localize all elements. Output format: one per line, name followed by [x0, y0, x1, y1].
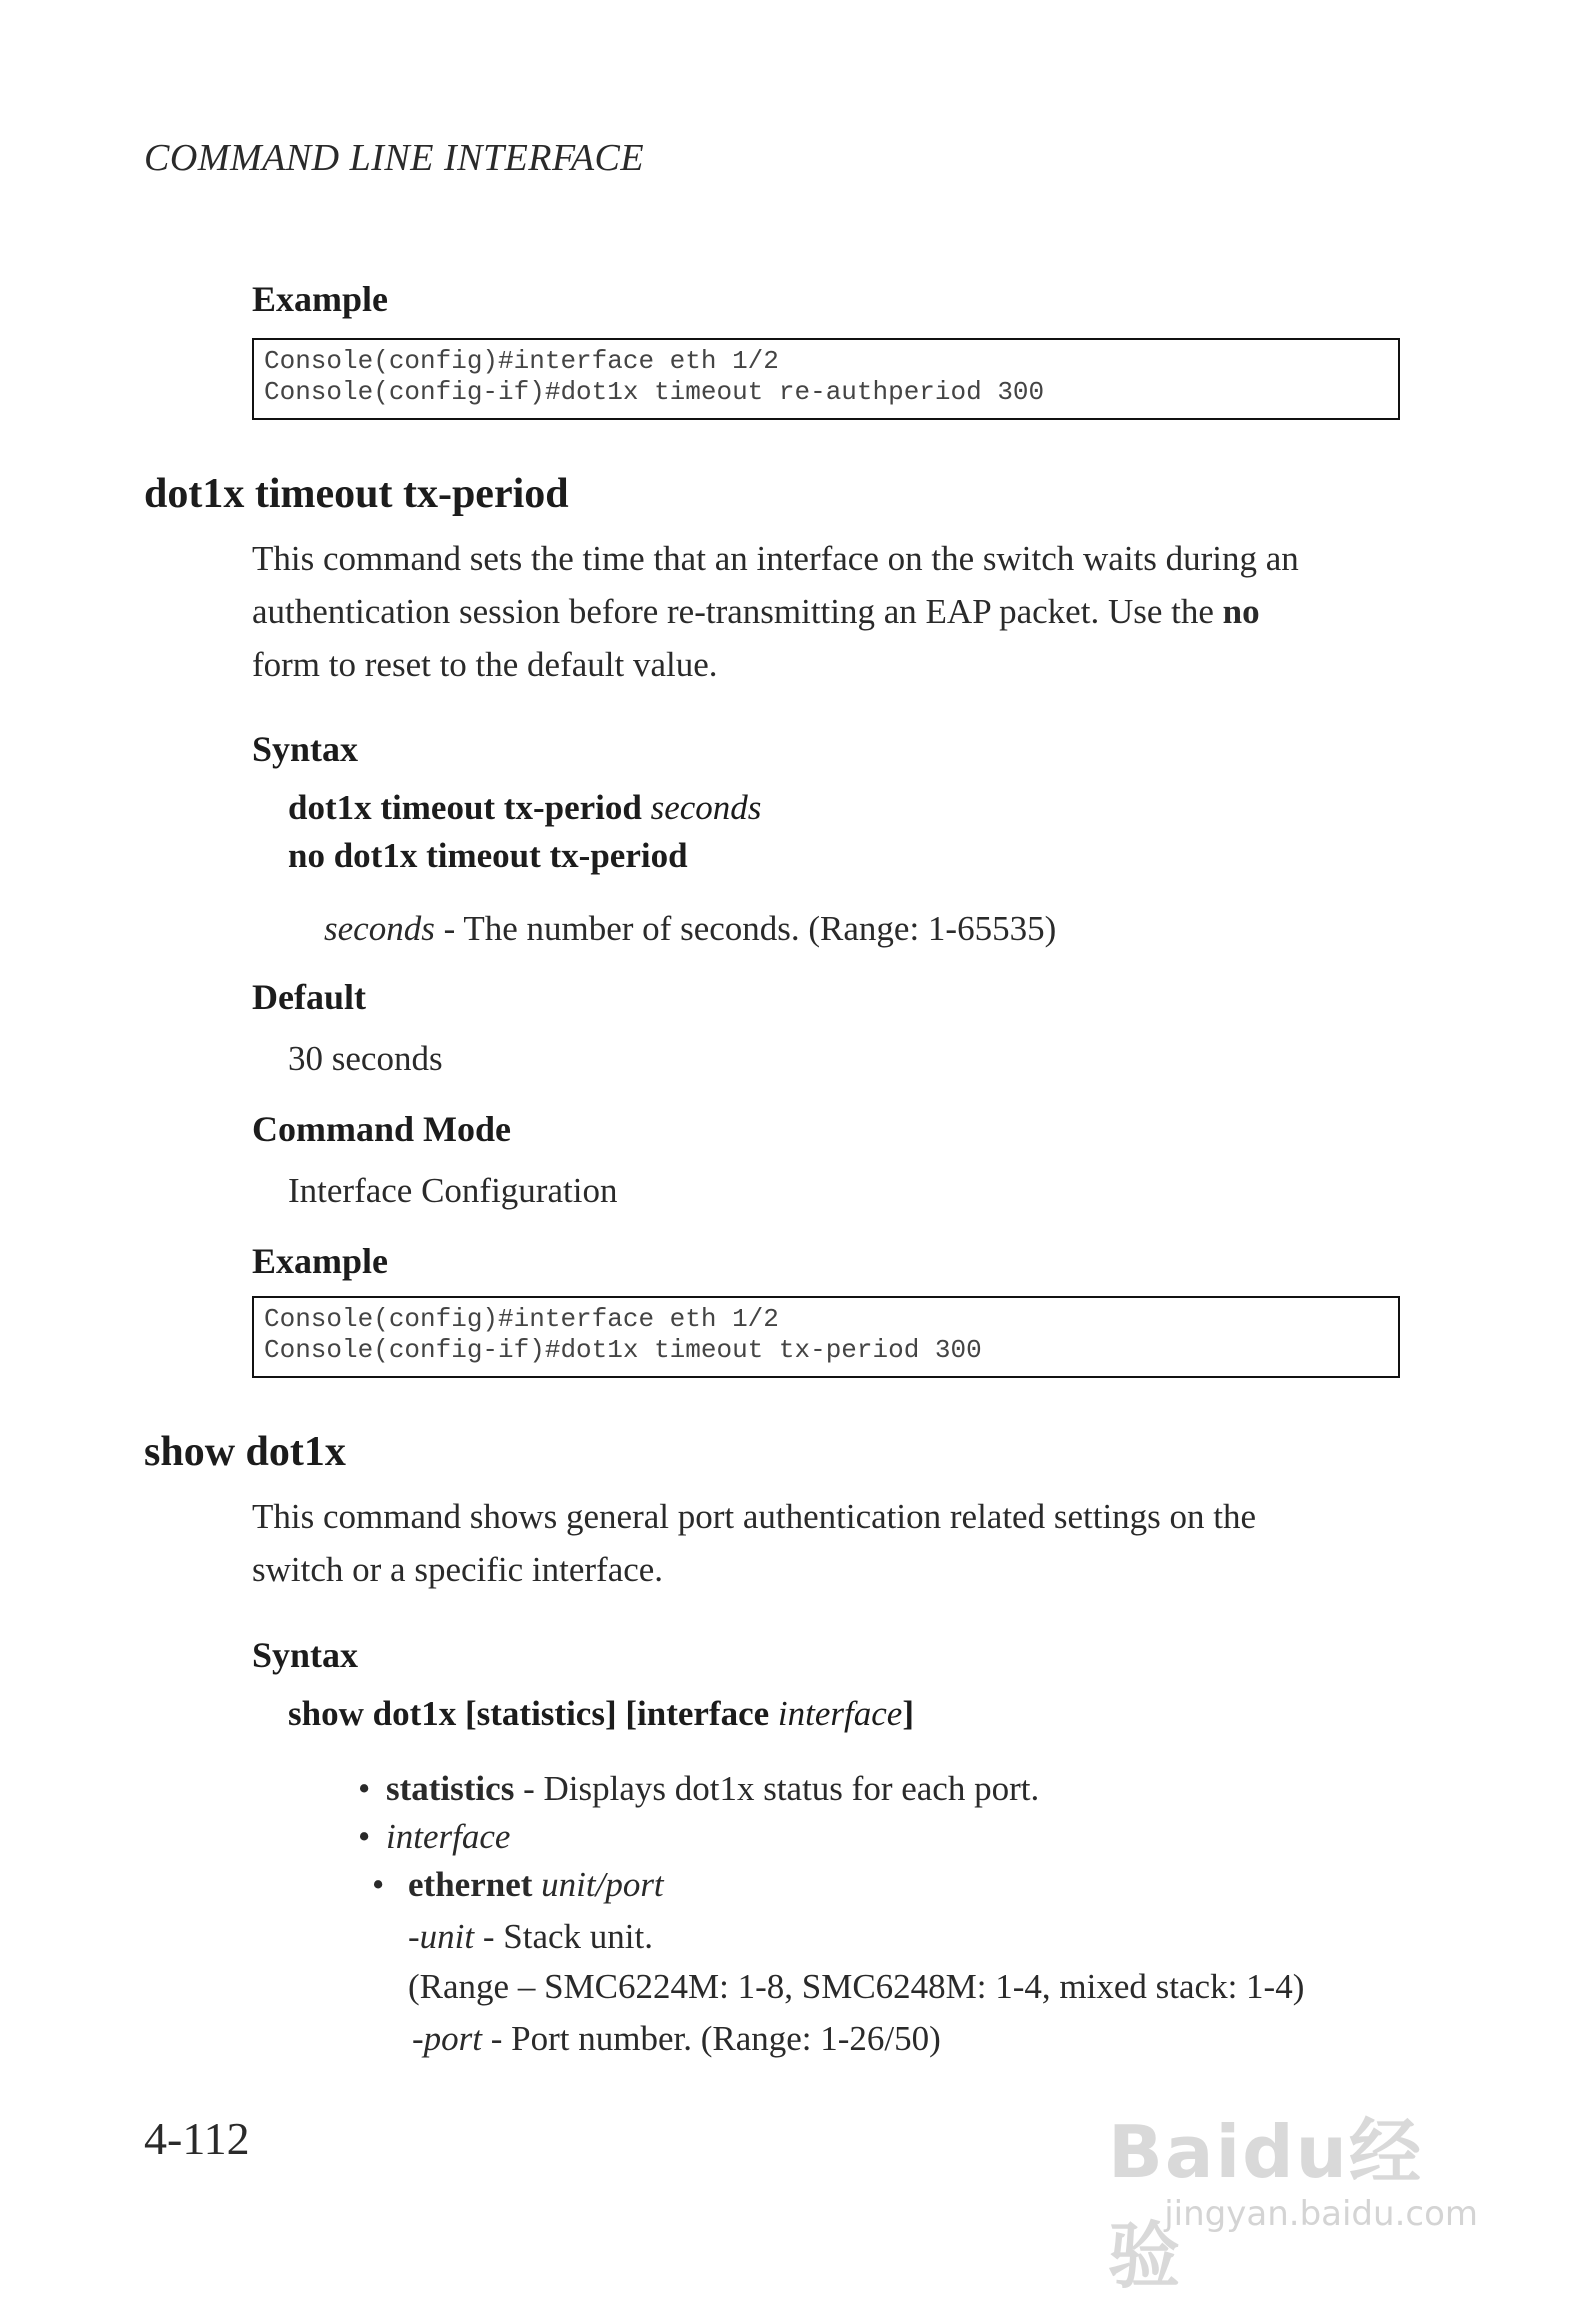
syntax-heading-2: Syntax	[252, 1635, 359, 1675]
no-keyword: no	[1222, 592, 1260, 631]
desc-line: form to reset to the default value.	[252, 645, 718, 684]
unit-range-line: (Range – SMC6224M: 1-8, SMC6248M: 1-4, mixed stack: 1-4)	[408, 1967, 1305, 2006]
default-heading: Default	[252, 977, 366, 1017]
param-name: seconds	[324, 909, 435, 948]
page-number: 4-112	[144, 2113, 250, 2164]
syntax-line-2: no dot1x timeout tx-period	[288, 836, 688, 875]
code-line: Console(config)#interface eth 1/2	[264, 346, 779, 376]
param-seconds: seconds - The number of seconds. (Range: 1-65535)	[324, 909, 1057, 948]
bullet-ethernet: • ethernet unit/port	[372, 1865, 664, 1904]
bullet-statistics: • statistics - Displays dot1x status for each port.	[358, 1769, 1040, 1808]
desc-line: switch or a specific interface.	[252, 1550, 664, 1589]
port-line: -port - Port number. (Range: 1-26/50)	[412, 2019, 941, 2058]
unit-line: -unit - Stack unit.	[408, 1917, 653, 1956]
baidu-watermark	[1108, 2074, 1488, 2298]
section-title-txperiod: dot1x timeout tx-period	[144, 471, 569, 517]
default-value: 30 seconds	[288, 1039, 443, 1078]
syntax-heading-1: Syntax	[252, 729, 359, 769]
code-line: Console(config)#interface eth 1/2	[264, 1304, 779, 1334]
watermark-url: jingyan.baidu.com	[1164, 2194, 1478, 2234]
watermark-logo: Baidu经验	[1108, 2110, 1423, 2298]
syntax-arg: seconds	[650, 788, 762, 827]
example-heading-2: Example	[252, 1241, 389, 1281]
code-example-2	[252, 1296, 1400, 1378]
running-head	[144, 136, 644, 180]
running-head-text: COMMAND LINE INTERFACE	[144, 137, 645, 179]
code-line: Console(config-if)#dot1x timeout re-authperiod 300	[264, 377, 1045, 407]
desc-line: authentication session before re-transmitting an EAP packet. Use the no	[252, 592, 1260, 631]
code-example-1	[252, 338, 1400, 420]
bullet-interface: • interface	[358, 1817, 511, 1856]
show-syntax-line: show dot1x [statistics] [interface interface]	[288, 1694, 914, 1733]
txperiod-description	[252, 532, 1452, 691]
section-title-show-dot1x: show dot1x	[144, 1429, 346, 1475]
desc-line: This command shows general port authentication related settings on the	[252, 1497, 1257, 1536]
syntax-line-1: dot1x timeout tx-period seconds	[288, 788, 762, 827]
show-description	[252, 1490, 1452, 1596]
command-mode-heading: Command Mode	[252, 1109, 511, 1149]
code-line: Console(config-if)#dot1x timeout tx-period 300	[264, 1335, 982, 1365]
desc-line: This command sets the time that an interface on the switch waits during an	[252, 539, 1299, 578]
command-mode-value: Interface Configuration	[288, 1171, 618, 1210]
example-heading-1: Example	[252, 279, 389, 319]
